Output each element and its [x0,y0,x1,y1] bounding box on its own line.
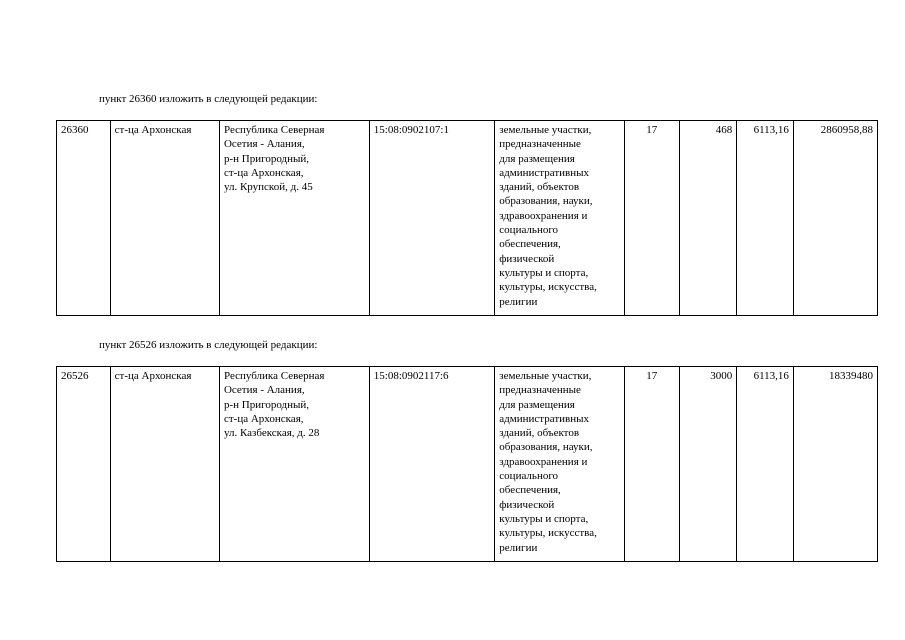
land-use-line: зданий, объектов [499,181,580,194]
land-use-line: физической [499,498,555,511]
land-use-line: здравоохранения и [499,209,588,222]
cadastral-number-cell: 15:08:0902117:6 [369,367,495,562]
value-cell: 18339480 [793,367,877,562]
land-use-cell [495,367,625,562]
address-line: Осетия - Алания, [223,384,305,397]
land-use-line: культуры и спорта, [499,512,589,525]
address-cell [219,367,369,562]
land-use-line: физической [499,252,555,265]
address-line: Республика Северная [223,370,325,382]
address-line: ул. Казбекская, д. 28 [223,427,320,440]
land-use-line: образования, науки, [499,195,593,208]
section-heading: пункт 26526 изложить в следующей редакции: [99,339,318,351]
locality-cell: ст-ца Архонская [110,121,219,316]
land-use-line: социального [499,224,559,237]
land-use-line: зданий, объектов [499,427,580,440]
area-cell: 3000 [679,367,737,562]
rate-cell: 6113,16 [737,121,794,316]
land-use-line: религии [499,295,538,308]
address-line: ст-ца Архонская, [223,166,304,179]
address-line: р-н Пригородный, [223,398,310,411]
land-use-line: религии [499,541,538,554]
category-cell: 17 [624,367,679,562]
table-row [57,121,878,316]
locality-cell: ст-ца Архонская [110,367,219,562]
land-use-line: административных [499,412,589,425]
land-use-line: для размещения [499,398,575,411]
row-number-cell: 26360 [57,121,111,316]
land-use-line: административных [499,166,589,179]
land-use-line: здравоохранения и [499,455,588,468]
record-table [56,120,878,316]
land-use-line: социального [499,470,559,483]
land-use-line: образования, науки, [499,441,593,454]
address-line: ст-ца Архонская, [223,412,304,425]
address-line: Осетия - Алания, [223,138,305,151]
address-cell [219,121,369,316]
land-use-line: предназначенные [499,384,581,397]
land-use-line: культуры и спорта, [499,266,589,279]
cadastral-number-cell: 15:08:0902107:1 [369,121,495,316]
land-use-line: земельные участки, [499,370,592,382]
land-use-line: для размещения [499,152,575,165]
address-line: ул. Крупской, д. 45 [223,181,313,194]
land-use-line: культуры, искусства, [499,281,597,294]
land-use-line: обеспечения, [499,238,561,251]
land-use-line: предназначенные [499,138,581,151]
area-cell: 468 [679,121,737,316]
rate-cell: 6113,16 [737,367,794,562]
land-use-cell [495,121,625,316]
address-line: р-н Пригородный, [223,152,310,165]
table-row [57,367,878,562]
land-use-line: обеспечения, [499,484,561,497]
record-table [56,366,878,562]
land-use-line: земельные участки, [499,124,592,136]
value-cell: 2860958,88 [793,121,877,316]
land-use-line: культуры, искусства, [499,527,597,540]
address-line: Республика Северная [223,124,325,136]
category-cell: 17 [624,121,679,316]
section-heading: пункт 26360 изложить в следующей редакции: [99,93,318,105]
row-number-cell: 26526 [57,367,111,562]
